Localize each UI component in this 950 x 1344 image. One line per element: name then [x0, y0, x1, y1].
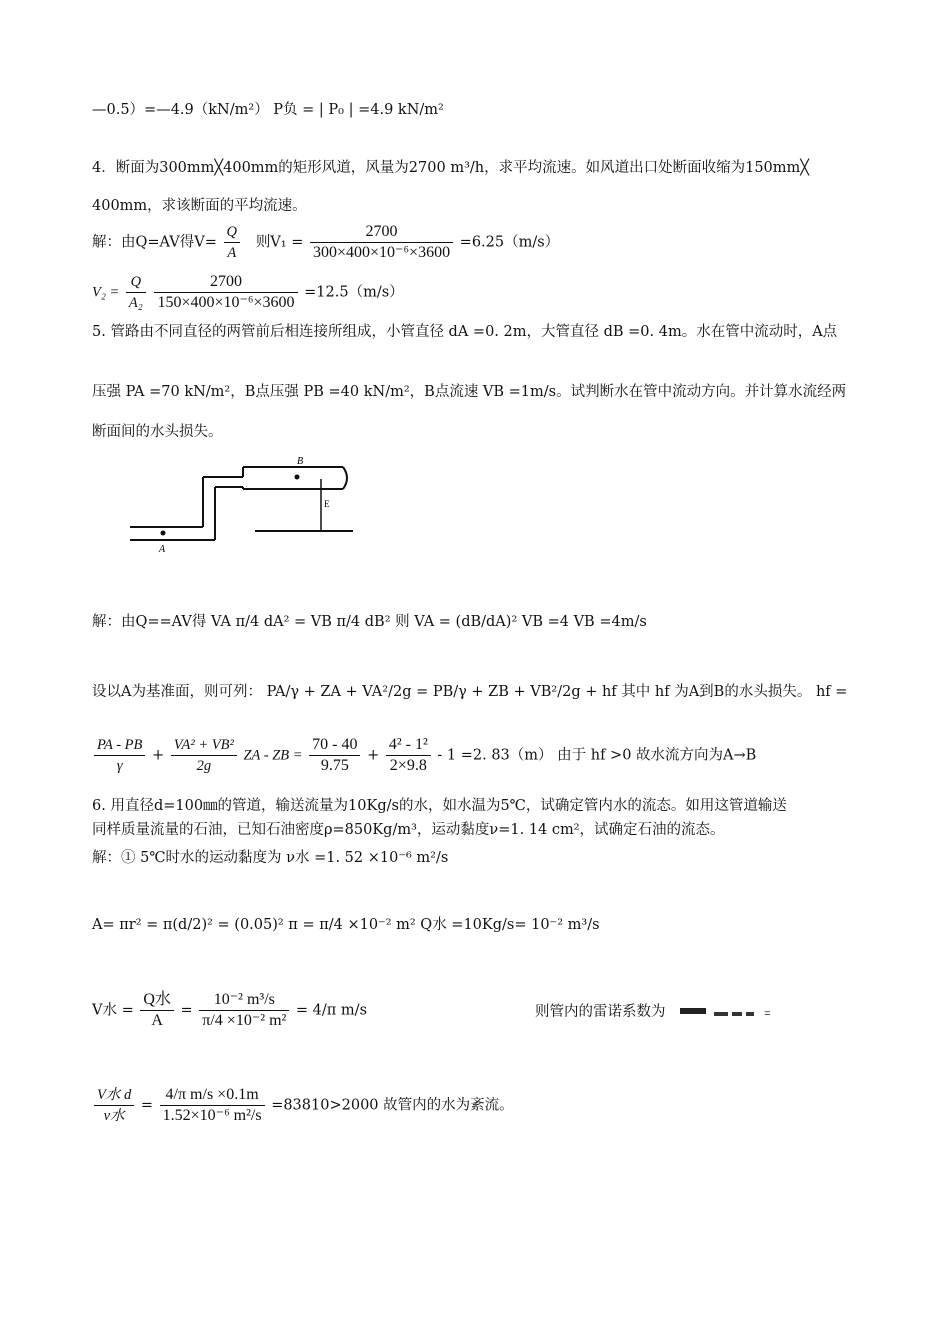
- fraction-numeric-2: [386, 735, 431, 776]
- question-5-line-2: 压强 PA =70 kN/m²，B点压强 PB =40 kN/m²，B点流速 VB =1m/s。试判断水在管中流动方向。并计算水流经两: [92, 384, 847, 400]
- velocity-water-denominator: π/4 ×10⁻² m²: [202, 1012, 287, 1029]
- svg-text:=: =: [764, 1006, 771, 1020]
- v1-numerator: 2700: [310, 222, 453, 243]
- pipe-diagram: [125, 455, 365, 555]
- fraction-reynolds-values: [160, 1085, 265, 1126]
- question-4-line-1: 4．断面为300mm╳400mm的矩形风道，风量为2700 m³/h，求平均流速。如风道出口处断面收缩为150mm╳: [92, 160, 810, 176]
- point-a-marker: [161, 531, 166, 536]
- reynolds-numerator: V水 d: [94, 1085, 134, 1106]
- reynolds-values-numerator: 4/π m/s ×0.1m: [160, 1085, 265, 1106]
- fraction-v2: [154, 272, 297, 313]
- fraction-velocity: [171, 735, 237, 776]
- label-e: E: [324, 499, 330, 509]
- question-6-line-2: 同样质量流量的石油，已知石油密度ρ=850Kg/m³，运动黏度ν=1. 14 cm²，试确定石油的流态。: [92, 822, 725, 838]
- v1-denominator: 300×400×10⁻⁶×3600: [312, 244, 451, 261]
- point-b-marker: [295, 475, 300, 480]
- reynolds-result: =83810>2000 故管内的水为紊流。: [271, 1097, 514, 1114]
- area-a: A: [151, 1012, 163, 1029]
- reynolds-symbol-icon: [678, 1004, 773, 1020]
- question-5-line-1: 5. 管路由不同直径的两管前后相连接所组成，小管直径 dA =0. 2m，大管直径 dB =0. 4m。水在管中流动时，A点: [92, 324, 838, 340]
- numeric-denominator-1: 9.75: [320, 757, 349, 774]
- velocity-numerator: VA² + VB²: [171, 735, 237, 756]
- answer-line-1: —0.5）=—4.9（kN/m²） P负 = | P₀ | =4.9 kN/m²: [92, 102, 444, 118]
- question-4-line-2: 400mm，求该断面的平均流速。: [92, 198, 307, 214]
- solution-5-line-3: $\frac{PA - PB}{\gamma}$ + $\frac{\text{VA² + VB²}}{2g}$ ZA - ZB = $\frac{70 - 40}{9.75}$ + $\frac{\text{4² - 1²}}{2\times 9.8}$ - 1 =2. 83（m） 由于 hf >0 故水流方向为A→B: [92, 735, 756, 776]
- solution-6-line-1: 解：① 5℃时水的运动黏度为 ν水 =1. 52 ×10⁻⁶ m²/s: [92, 850, 449, 866]
- v2-denominator: 150×400×10⁻⁶×3600: [157, 294, 295, 311]
- fraction-q-over-a-water: [140, 990, 174, 1031]
- reynolds-text: 则管内的雷诺系数为: [535, 1004, 666, 1020]
- v-water-label: V水 =: [92, 1002, 134, 1019]
- numeric-numerator-1: 70 - 40: [309, 735, 360, 756]
- v2-result: =12.5（m/s）: [304, 284, 404, 301]
- numeric-numerator-2: 4² - 1²: [386, 735, 431, 756]
- v1-result: =6.25（m/s）: [459, 234, 560, 251]
- solution-4-v1-label: 则V₁ =: [255, 234, 304, 251]
- reynolds-denominator: ν水: [103, 1108, 125, 1124]
- velocity-water-result: = 4/π m/s: [295, 1002, 368, 1019]
- elevation-term: ZA - ZB =: [243, 747, 303, 764]
- v2-numerator: 2700: [154, 272, 297, 293]
- fraction-v1: [310, 222, 453, 263]
- fraction-velocity-water: [199, 990, 289, 1031]
- velocity-water-numerator: 10⁻² m³/s: [199, 990, 289, 1011]
- fraction-q-over-a: $\frac{Q}{A}$: [224, 222, 240, 263]
- solution-4-line-1: [92, 222, 559, 263]
- reynolds-label: [535, 1002, 773, 1022]
- solution-6-line-4: $\frac{\text{V水 d}}{\text{ν水}}$ = $\frac{\text{4/π m/s ×0.1m}}{\text{1.52×10⁻⁶ m²/s}}$ =83810>2000 故管内的水为紊流。: [92, 1085, 514, 1126]
- fraction-reynolds: [94, 1085, 134, 1126]
- solution-4-prefix: 解：由Q=AV得V=: [92, 234, 217, 251]
- v2-label: V₂ =: [92, 284, 120, 301]
- reynolds-values-denominator: 1.52×10⁻⁶ m²/s: [162, 1107, 262, 1124]
- solution-6-line-3: V水 = $\frac{\text{Q水}}{A}$ = $\frac{\text{10⁻² m³/s}}{\text{π/4 ×10⁻² m²}}$ = 4/π m/s: [92, 991, 368, 1029]
- velocity-denominator: 2g: [196, 758, 212, 774]
- solution-6-line-2: A= πr² = π(d/2)² = (0.05)² π = π/4 ×10⁻² m² Q水 =10Kg/s= 10⁻² m³/s: [92, 917, 600, 933]
- head-loss-result: - 1 =2. 83（m） 由于 hf >0 故水流方向为A→B: [437, 747, 757, 764]
- pressure-denominator: γ: [116, 758, 123, 774]
- fraction-numeric-1: [309, 735, 360, 776]
- fraction-q-over-a2: $\frac{Q}{\text{A₂}}$: [126, 272, 146, 313]
- label-b: B: [297, 456, 304, 467]
- fraction-pressure: [94, 735, 145, 776]
- pressure-numerator: PA - PB: [94, 735, 145, 756]
- question-5-line-3: 断面间的水头损失。: [92, 424, 223, 440]
- solution-5-line-1: 解：由Q==AV得 VA π/4 dA² = VB π/4 dB² 则 VA = (dB/dA)² VB =4 VB =4m/s: [92, 614, 647, 630]
- label-a: A: [159, 544, 166, 555]
- question-6-line-1: 6. 用直径d=100㎜的管道，输送流量为10Kg/s的水，如水温为5℃，试确定管内水的流态。如用这管道输送: [92, 798, 787, 814]
- solution-4-line-2: [92, 272, 404, 313]
- q-water: Q水: [140, 990, 174, 1011]
- numeric-denominator-2: 2×9.8: [389, 757, 427, 774]
- solution-5-line-2: 设以A为基准面，则可列： PA/γ + ZA + VA²/2g = PB/γ + ZB + VB²/2g + hf 其中 hf 为A到B的水头损失。 hf =: [92, 684, 848, 700]
